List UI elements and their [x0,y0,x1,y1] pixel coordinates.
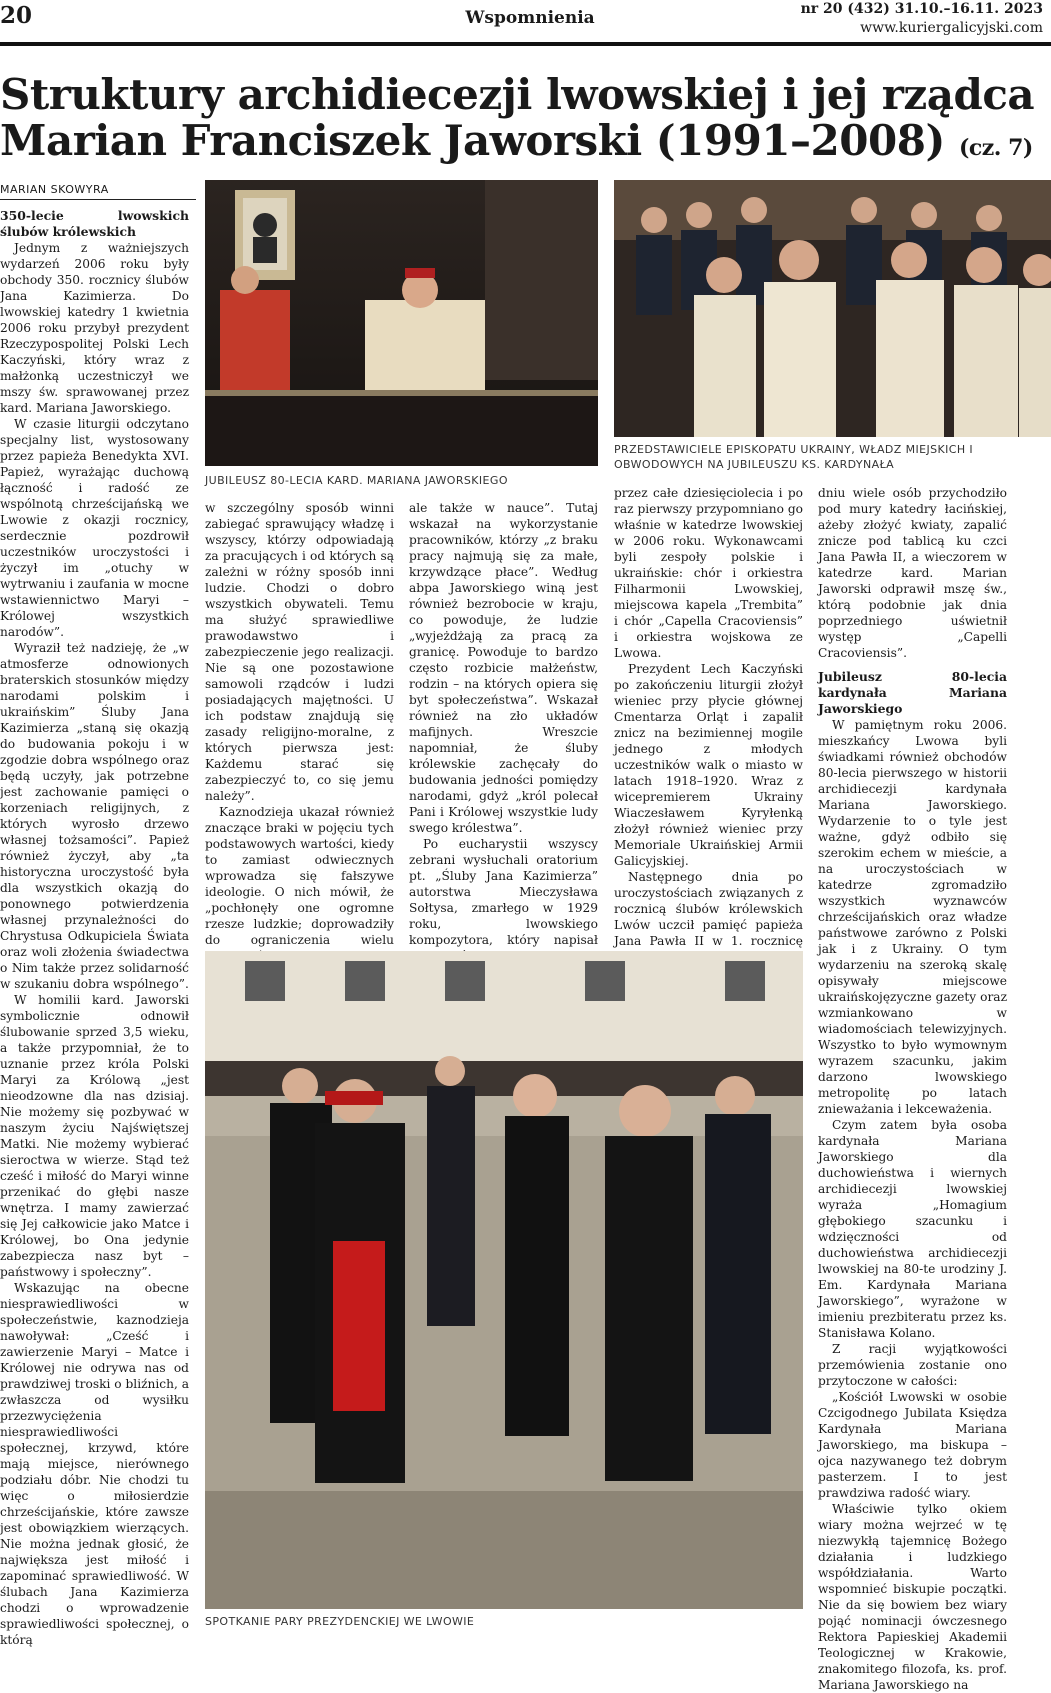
paragraph: W homilii kard. Jaworski symbolicznie odnowił ślubowanie sprzed 3,5 wieku, a także przypomniał, że to uznanie przez króla Polski Maryi za Królową „jest nieodzowne dla nas dzisiaj. Nie możemy się pozbywać w naszym życiu Najświętszej Matki. Nie możemy wybierać sieroctwa w wierze. Stąd też cześć i miłość do Maryi winne przenikać do głębi nasze wnętrza. I mamy zawierzać się Jej całkowicie jako Matce i Królowej, bo Ona jedynie zabezpiecza nasz byt – państwowy i społeczny”. [0,993,189,1279]
article-headline [0,72,1051,171]
article-part: (cz. 7) [958,135,1033,161]
photo-1-caption: JUBILEUSZ 80-LECIA KARD. MARIANA JAWORSKIEGO [205,474,508,487]
column-2 [205,500,394,1012]
author-byline: MARIAN SKOWYRA [0,183,109,196]
paragraph: Właściwie tylko okiem wiary można wejrzeć w tę niezwykłą tajemnicę Bożego działania i ludzkiego współdziałania. Warto wspomnieć biskupie początki. Nie da się bowiem bez wiary pojąć nominacji ówczesnego Rektora Papieskiej Akademii Teologicznej w Krakowie, znakomitego filozofa, ks. prof. Mariana Jaworskiego na [818,1502,1007,1692]
paragraph: Wskazując na obecne niesprawiedliwości w społeczeństwie, kaznodzieja nawoływał: „Cześć i zawierzenie Maryi – Matce i Królowej nie odrywa nas od prawdziwej troski o bliźnich, a zwłaszcza od wysiłku przezwyciężenia niesprawiedliwości społecznej, krzywd, które mają miejsce, nierównego podziału dóbr. Nie chodzi tu więc o miłosierdzie chrześcijańskie, które zawsze jest obowiązkiem wierzących. Nie można jednak głosić, że największa jest miłość i zapominać sprawiedliwość. W ślubach Jana Kazimierza chodzi o wprowadzenie sprawiedliwości społecznej, o którą [0,1281,189,1647]
headline-line-1: Struktury archidiecezji lwowskiej i jej rządca [0,70,1035,119]
column-3 [409,500,598,980]
column-5 [818,485,1007,1693]
paragraph: ale także w nauce”. Tutaj wskazał na wykorzystanie pracowników, którzy „z braku pracy najmują się za małe, krzywdzące płace”. Według abpa Jaworskiego winą jest również bezrobocie w kraju, co powoduje, że ludzie „wyjeżdżają za pracą za granicę. Powoduje to bardzo często rozbicie małżeństw, rodzin – na których opiera się byt społeczeństwa”. Wskazał również na zło układów mafijnych. Wreszcie napomniał, że śluby królewskie zachęcały do budowania jedności pomiędzy narodami, gdyż „król polecał Pani i Królowej wszystkie ludy swego królestwa”. [409,501,598,835]
subhead-1: 350-lecie lwowskich ślubów królewskich [0,208,189,239]
photo-presidential-couple [205,951,803,1609]
column-1 [0,208,189,1648]
paragraph: Następnego dnia po uroczystościach związanych z rocznicą ślubów królewskich Lwów uczcił pamięć papieża Jana Pawła II w 1. rocznicę [614,870,803,948]
paragraph: Po eucharystii wszyscy zebrani wysłuchali oratorium pt. „Śluby Jana Kazimierza” autorstwa Mieczysława Sołtysa, zmarłego w 1929 roku, lwowskiego kompozytora, który napisał [409,837,598,947]
issue-line: nr 20 (432) 31.10.–16.11. 2023 [800,1,1043,17]
paragraph: dniu wiele osób przychodziło pod mury katedry łacińskiej, ażeby złożyć kwiaty, zapalić znicze pod tablicą ku czci Jana Pawła II, a wieczorem w katedrze kard. Marian Jaworski odprawił mszę św., którą podobnie jak dnia poprzedniego uświetnił występ „Capelli Cracoviensis”. [818,486,1007,660]
photo-3-caption: SPOTKANIE PARY PREZYDENCKIEJ WE LWOWIE [205,1615,475,1628]
paragraph: „Kościół Lwowski w osobie Czcigodnego Jubilata Księdza Kardynała Mariana Jaworskiego, ma biskupa – ojca nazywanego też dobrym pasterzem. I to jest prawdziwa radość wiary. [818,1390,1007,1500]
page-number: 20 [0,2,33,29]
column-4 [614,485,803,981]
paragraph: W pamiętnym roku 2006. mieszkańcy Lwowa byli świadkami również obchodów 80-lecia pierwszego w historii archidiecezji kardynała Mariana Jaworskiego. Wydarzenie to o tyle jest ważne, gdyż odbiło się szerokim echem w mieście, a na uroczystościach w katedrze zgromadziło wszystkich wyznawców chrześcijańskich oraz władze państwowe zarówno z Polski jak i z Ukrainy. O tym wydarzeniu na szeroką skalę opisywały miejscowe ukraińskojęzyczne gazety oraz wzmiankowano w wiadomościach telewizyjnych. Wszystko to było wymownym wyrazem szacunku, jakim darzono lwowskiego metropolitę po latach znieważania i lekceważenia. [818,718,1007,1116]
headline-line-2-text: Marian Franciszek Jaworski (1991–2008) [0,116,945,165]
photo-cardinal-mass [205,180,598,466]
paragraph: Jednym z ważniejszych wydarzeń 2006 roku były obchody 350. rocznicy ślubów Jana Kazimierza. Do lwowskiej katedry 1 kwietnia 2006 roku przybył prezydent Rzeczypospolitej Polski Lech Kaczyński, który wraz z małżonką uczestniczył we mszy św. sprawowanej przez kard. Mariana Jaworskiego. [0,241,189,415]
paragraph: Z racji wyjątkowości przemówienia zostanie ono przytoczone w całości: [818,1342,1007,1388]
paragraph: Kaznodzieja ukazał również znaczące braki w pojęciu tych podstawowych wartości, kiedy to zamiast odwiecznych wprowadza się fałszywe ideologie. O nich mówił, że „pochłonęły one ogromne rzesze ludzkie; doprowadziły do ograniczenia wielu [205,805,394,947]
header-rule [0,42,1051,46]
website-link[interactable]: www.kuriergalicyjski.com [860,20,1043,36]
author-rule [0,199,196,200]
issue-info [801,0,1043,38]
paragraph: Prezydent Lech Kaczyński po zakończeniu liturgii złożył wieniec przy płycie głównej Cmentarza Orląt i zapalił znicz na bezimiennej mogile jednego z młodych uczestników walk o miasto w latach 1918–1920. Wraz z wicepremierem Ukrainy Wiaczesławem Kyryłenką złożył również wieniec przy Memoriale Ukraińskiej Armii Galicyjskiej. [614,662,803,868]
subhead-2: Jubileusz 80-lecia kardynała Mariana Jaworskiego [818,669,1007,716]
section-title: Wspomnienia [465,8,595,28]
photo-episcopate [614,180,1051,437]
paragraph: Czym zatem była osoba kardynała Mariana Jaworskiego dla duchowieństwa i wiernych archidiecezji lwowskiej wyraża „Homagium głębokiego szacunku i wdzięczności od duchowieństwa archidiecezji lwowskiej na 80-te urodziny J. Em. Kardynała Mariana Jaworskiego”, wyrażone w imieniu prezbiteratu przez ks. Stanisława Kolano. [818,1118,1007,1340]
paragraph: Wyraził też nadzieję, że „w atmosferze odnowionych braterskich stosunków między narodami polskim i ukraińskim” Śluby Jana Kazimierza „staną się okazją do budowania pokoju i w zgodzie dobra wspólnego oraz będą uczyły, jak potrzebne jest zachowanie pamięci o korzeniach religijnych, z których wyrosło drzewo własnej tożsamości”. Papież również życzył, aby „ta historyczna uroczystość była dla wszystkich okazją do ponownego potwierdzenia własnej przynależności do Chrystusa Odkupiciela Świata oraz woli złożenia świadectwa o Nim także przez solidarność w szukaniu dobra wspólnego”. [0,641,189,991]
paragraph: W czasie liturgii odczytano specjalny list, wystosowany przez papieża Benedykta XVI. Papież, wyrażając duchową łączność i radość ze wspólnotą chrześcijańską we Lwowie z okazji rocznicy, serdecznie pozdrowił uczestników uroczystości i życzył im „otuchy w wytrwaniu i zaufania w mocne wstawiennictwo Maryi – Królowej wszystkich narodów”. [0,417,189,639]
photo-2-caption: PRZEDSTAWICIELE EPISKOPATU UKRAINY, WŁADZ MIEJSKICH I OBWODOWYCH NA JUBILEUSZU KS. KARDYNAŁA [614,443,974,471]
paragraph: w szczególny sposób winni zabiegać sprawujący władzę i wszyscy, którzy odpowiadają za pracujących i od których są zależni w różny sposób inni ludzie. Chodzi o dobro wszystkich obywateli. Temu ma służyć sprawiedliwe prawodawstwo i zabezpieczenie jego realizacji. Nie są one pozostawione samowoli rządców i ludzi posiadających majętności. U ich podstaw znajdują się zasady religijno-moralne, z których pierwsza jest: Każdemu starać się zabezpieczyć to, co się jemu należy”. [205,501,394,803]
headline-line-2 [0,118,1051,171]
paragraph: przez całe dziesięciolecia i po raz pierwszy przypomniano go właśnie w katedrze lwowskiej w 2006 roku. Wykonawcami byli zespoły polskie i ukraińskie: chór i orkiestra Filharmonii Lwowskiej, miejscowa kapela „Trembita” i chór „Capella Cracoviensis” i orkiestra wojskowa ze Lwowa. [614,486,803,660]
